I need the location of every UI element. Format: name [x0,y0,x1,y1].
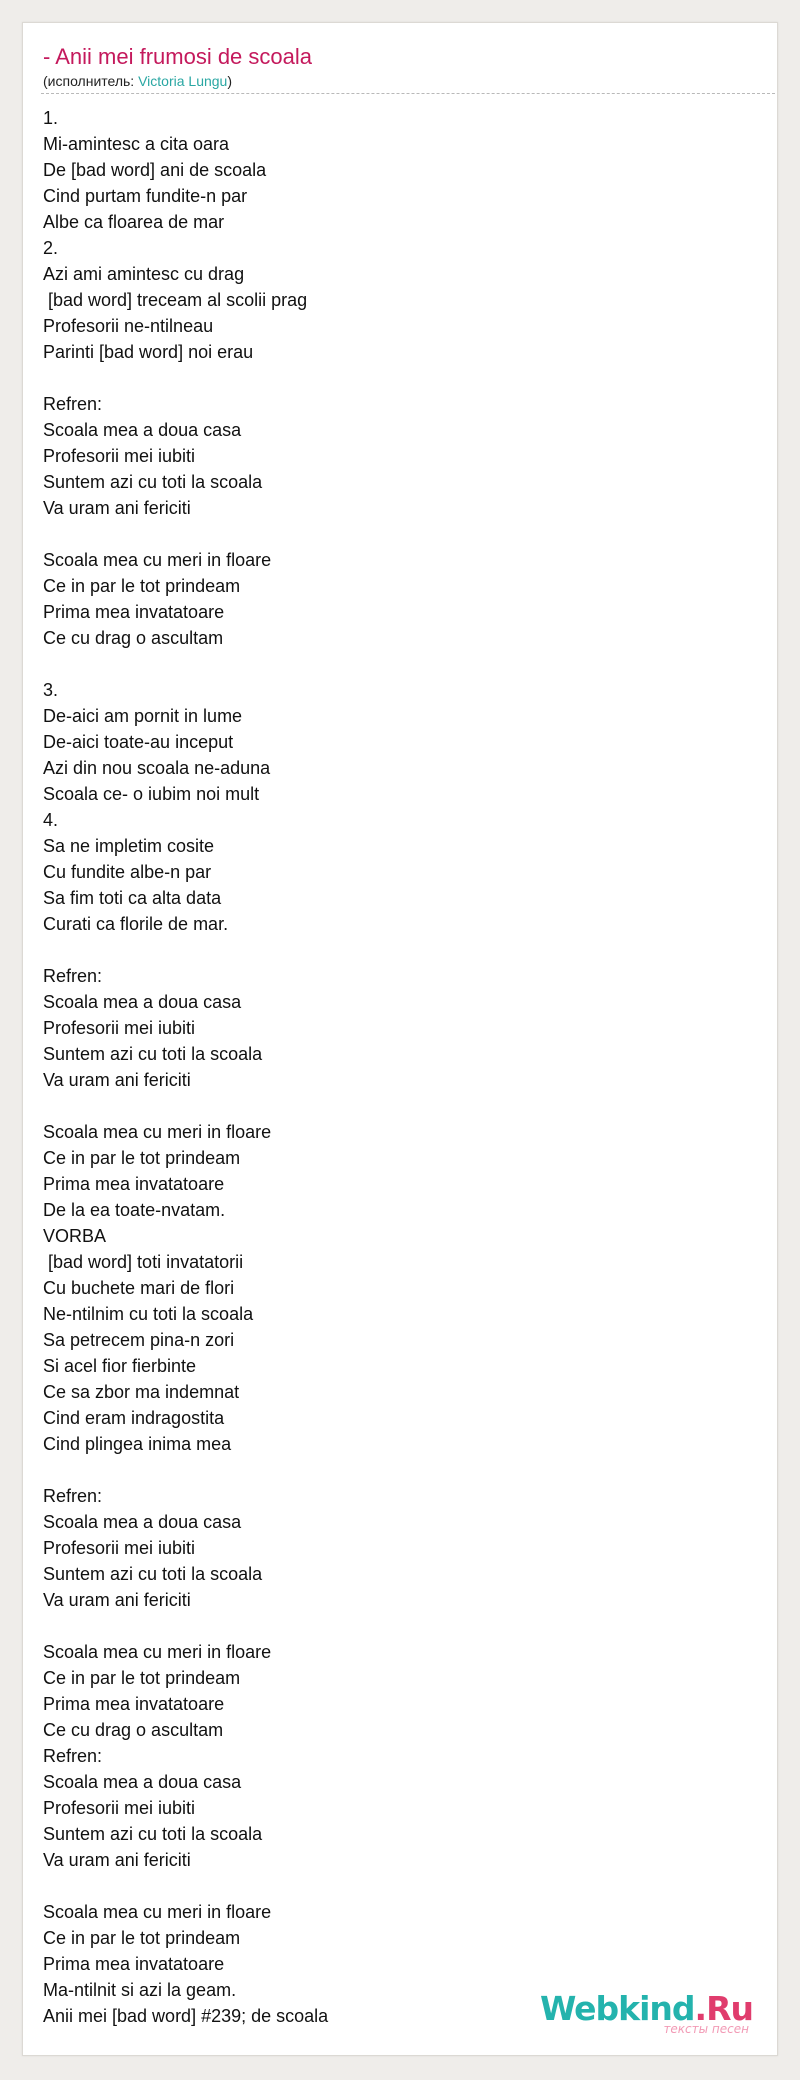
lyric-line: Refren: [43,394,103,414]
lyric-line: Sa petrecem pina-n zori [43,1330,235,1350]
lyric-line: Suntem azi cu toti la scoala [43,1564,263,1584]
lyric-line: Profesorii mei iubiti [43,1538,196,1558]
lyric-line: Albe ca floarea de mar [43,212,225,232]
lyric-line: Refren: [43,1486,103,1506]
lyric-line: Cu fundite albe-n par [43,862,212,882]
lyric-line: Scoala mea a doua casa [43,420,242,440]
artist-prefix: (исполнитель: [43,73,139,89]
lyric-line: Scoala mea cu meri in floare [43,550,272,570]
lyric-line: Si acel fior fierbinte [43,1356,197,1376]
lyric-line: Va uram ani fericiti [43,498,191,518]
blank-line [43,1873,743,1899]
lyric-line: Azi ami amintesc cu drag [43,264,245,284]
webkind-logo[interactable] [513,1991,753,2041]
logo-tagline: тексты песен [663,2022,749,2036]
artist-suffix: ) [227,73,233,89]
lyric-line: 2. [43,238,59,258]
lyric-line: Scoala mea a doua casa [43,1772,242,1792]
lyric-line: Refren: [43,1746,103,1766]
lyric-line: De-aici am pornit in lume [43,706,243,726]
lyric-line: Prima mea invatatoare [43,602,225,622]
artist-line [43,71,232,91]
lyric-line: Cu buchete mari de flori [43,1278,235,1298]
blank-line [43,365,743,391]
lyric-line: Ce cu drag o ascultam [43,628,224,648]
lyric-line: [bad word] treceam al scolii prag [43,290,308,310]
blank-line [43,1457,743,1483]
lyric-line: Parinti [bad word] noi erau [43,342,254,362]
lyrics-text [43,105,743,2029]
lyric-line: Refren: [43,966,103,986]
blank-line [43,1613,743,1639]
logo-name: Webkind [539,1989,695,2028]
lyric-line: Prima mea invatatoare [43,1694,225,1714]
lyric-line: Profesorii mei iubiti [43,1018,196,1038]
lyric-line: Cind purtam fundite-n par [43,186,248,206]
lyric-line: [bad word] toti invatatorii [43,1252,244,1272]
lyric-line: Va uram ani fericiti [43,1590,191,1610]
blank-line [43,521,743,547]
lyric-line: Azi din nou scoala ne-aduna [43,758,271,778]
lyric-line: Prima mea invatatoare [43,1174,225,1194]
lyric-line: Scoala mea cu meri in floare [43,1122,272,1142]
lyric-line: Ce cu drag o ascultam [43,1720,224,1740]
lyric-line: Scoala mea cu meri in floare [43,1642,272,1662]
lyric-line: Suntem azi cu toti la scoala [43,1044,263,1064]
title-divider [41,93,775,94]
blank-line [43,1093,743,1119]
lyric-line: Profesorii ne-ntilneau [43,316,214,336]
lyric-line: Va uram ani fericiti [43,1070,191,1090]
blank-line [43,937,743,963]
lyric-line: Suntem azi cu toti la scoala [43,1824,263,1844]
lyric-line: Scoala mea a doua casa [43,992,242,1012]
lyric-line: Anii mei [bad word] #239; de scoala [43,2006,329,2026]
lyric-line: VORBA [43,1226,107,1246]
lyric-line: Ce sa zbor ma indemnat [43,1382,240,1402]
song-title: - Anii mei frumosi de scoala [43,44,312,69]
lyric-line: Prima mea invatatoare [43,1954,225,1974]
lyric-line: Sa fim toti ca alta data [43,888,222,908]
lyric-line: Suntem azi cu toti la scoala [43,472,263,492]
lyric-line: De la ea toate-nvatam. [43,1200,226,1220]
lyric-line: Va uram ani fericiti [43,1850,191,1870]
lyric-line: Profesorii mei iubiti [43,1798,196,1818]
lyric-line: Mi-amintesc a cita oara [43,134,230,154]
lyric-line: Scoala ce- o iubim noi mult [43,784,260,804]
lyric-line: De [bad word] ani de scoala [43,160,267,180]
lyric-line: Ce in par le tot prindeam [43,1668,241,1688]
artist-link[interactable]: Victoria Lungu [138,73,228,89]
lyric-line: Profesorii mei iubiti [43,446,196,466]
lyric-line: Ma-ntilnit si azi la geam. [43,1980,237,2000]
lyric-line: De-aici toate-au inceput [43,732,234,752]
lyric-line: 1. [43,108,59,128]
lyric-line: Curati ca florile de mar. [43,914,229,934]
blank-line [43,651,743,677]
lyric-line: Sa ne impletim cosite [43,836,215,856]
lyrics-card [22,22,778,2056]
lyric-line: Scoala mea a doua casa [43,1512,242,1532]
lyric-line: Cind plingea inima mea [43,1434,232,1454]
lyric-line: 3. [43,680,59,700]
lyric-line: Ce in par le tot prindeam [43,1928,241,1948]
lyric-line: Scoala mea cu meri in floare [43,1902,272,1922]
lyric-line: 4. [43,810,59,830]
lyric-line: Ne-ntilnim cu toti la scoala [43,1304,254,1324]
logo-tld: .Ru [694,1989,753,2028]
lyric-line: Cind eram indragostita [43,1408,225,1428]
lyric-line: Ce in par le tot prindeam [43,576,241,596]
lyric-line: Ce in par le tot prindeam [43,1148,241,1168]
